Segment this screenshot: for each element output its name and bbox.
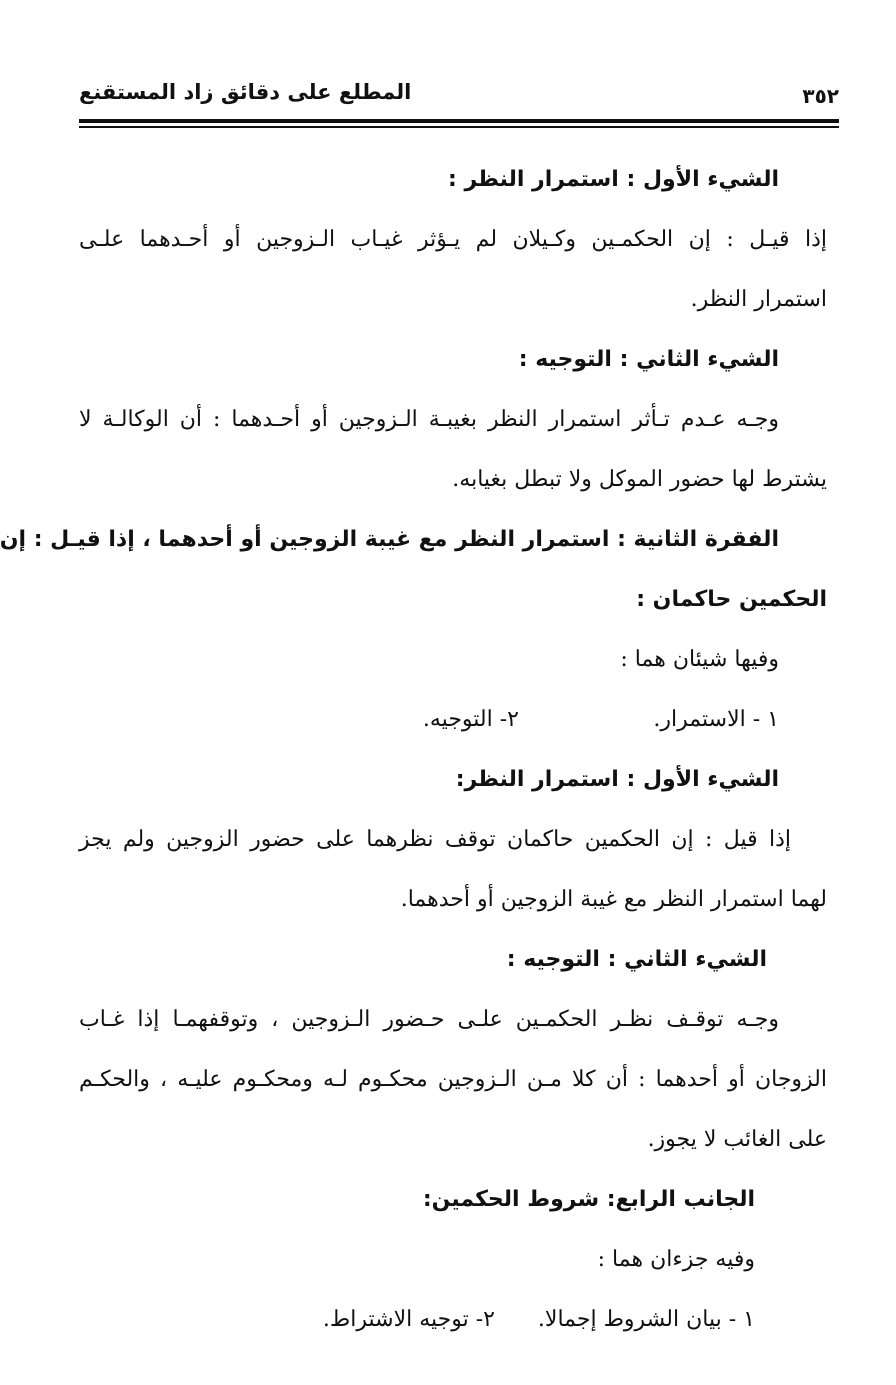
list-item: ٢- توجيه الاشتراط. xyxy=(322,1307,495,1332)
enumerated-list xyxy=(79,690,827,750)
section-heading: الفقرة الثانية : استمرار النظر مع غيبة الزوجين أو أحدهما ، إذا قيـل : إن xyxy=(0,527,779,552)
paragraph-line: وجـه توقـف نظـر الحكمـين علـى حـضور الـزوجين ، وتوقفهمـا إذا غـاب xyxy=(79,1007,779,1032)
section-heading: الشيء الأول : استمرار النظر: xyxy=(455,767,779,792)
paragraph-line: وفيها شيئان هما : xyxy=(620,647,779,672)
book-title: المطلع على دقائق زاد المستقنع xyxy=(79,80,412,104)
paragraph-line: استمرار النظر. xyxy=(690,287,827,312)
section-heading: الحكمين حاكمان : xyxy=(636,587,827,612)
paragraph-line: على الغائب لا يجوز. xyxy=(647,1127,827,1152)
paragraph-line: وجـه عـدم تـأثر استمرار النظر بغيبـة الـزوجين أو أحـدهما : أن الوكالـة لا xyxy=(79,407,779,432)
section-heading: الشيء الثاني : التوجيه : xyxy=(506,947,767,972)
enumerated-list xyxy=(79,1290,827,1350)
section-heading: الشيء الثاني : التوجيه : xyxy=(518,347,779,372)
page-number: ٣٥٢ xyxy=(802,84,839,108)
paragraph-line: لهما استمرار النظر مع غيبة الزوجين أو أحدهما. xyxy=(400,887,827,912)
paragraph-line: إذا قيـل : إن الحكمـين وكـيلان لم يـؤثر غيـاب الـزوجين أو أحـدهما علـى xyxy=(79,227,827,252)
list-item: ٢- التوجيه. xyxy=(422,707,519,732)
section-heading: الشيء الأول : استمرار النظر : xyxy=(448,167,779,192)
list-item: ١ - الاستمرار. xyxy=(653,707,779,732)
list-item: ١ - بيان الشروط إجمالا. xyxy=(537,1307,755,1332)
paragraph-line: يشترط لها حضور الموكل ولا تبطل بغيابه. xyxy=(452,467,827,492)
paragraph-line: وفيه جزءان هما : xyxy=(597,1247,755,1272)
page-body xyxy=(0,150,827,1350)
section-heading: الجانب الرابع: شروط الحكمين: xyxy=(422,1187,755,1212)
paragraph-line: الزوجان أو أحدهما : أن كلا مـن الـزوجين محكـوم لـه ومحكـوم عليـه ، والحكـم xyxy=(79,1067,827,1092)
header-rule-thick xyxy=(79,119,839,123)
header-rule-thin xyxy=(79,126,839,128)
paragraph-line: إذا قيل : إن الحكمين حاكمان توقف نظرهما على حضور الزوجين ولم يجز xyxy=(79,827,791,852)
running-header xyxy=(79,80,839,120)
